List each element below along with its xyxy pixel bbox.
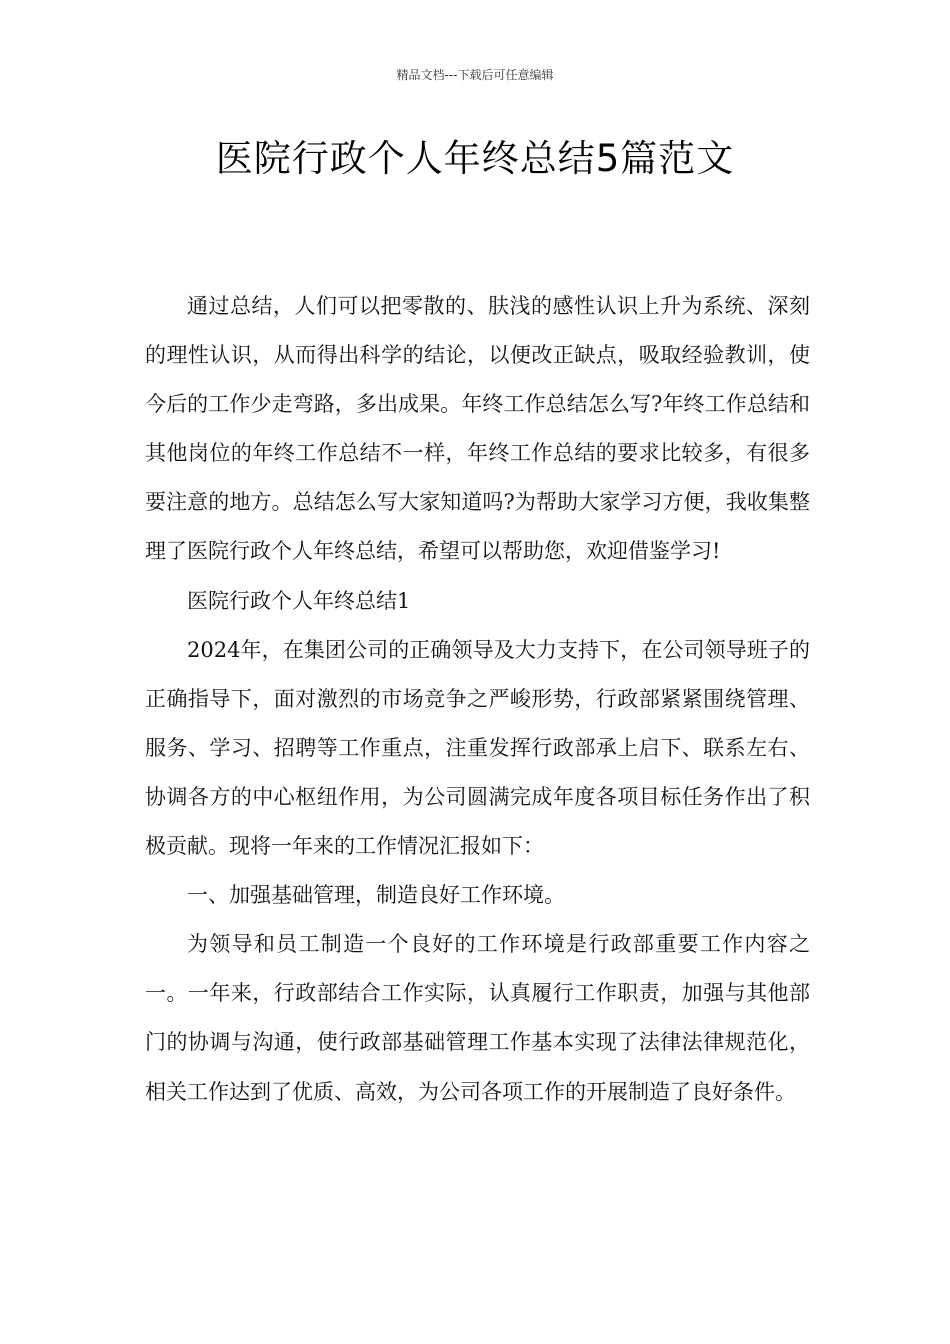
header-note: 精品文档---下载后可任意编辑	[396, 68, 554, 82]
body-paragraph: 为领导和员工制造一个良好的工作环境是行政部重要工作内容之一。一年来，行政部结合工作实际，认真履行工作职责，加强与其他部门的协调与沟通，使行政部基础管理工作基本实现了法律法律规范化，相关工作达到了优质、高效，为公司各项工作的开展制造了良好条件。	[145, 932, 810, 1104]
section-heading: 医院行政个人年终总结1	[187, 588, 411, 613]
document-title: 医院行政个人年终总结5篇范文	[215, 137, 735, 180]
subsection-heading: 一、加强基础管理，制造良好工作环境。	[187, 883, 565, 908]
intro-paragraph: 通过总结，人们可以把零散的、肤浅的感性认识上升为系统、深刻的理性认识，从而得出科学的结论，以便改正缺点，吸取经验教训，使今后的工作少走弯路，多出成果。年终工作总结怎么写?年终工作总结和其他岗位的年终工作总结不一样，年终工作总结的要求比较多，有很多要注意的地方。总结怎么写大家知道吗?为帮助大家学习方便，我收集整理了医院行政个人年终总结，希望可以帮助您，欢迎借鉴学习!	[145, 294, 810, 564]
body-paragraph: 2024年，在集团公司的正确领导及大力支持下，在公司领导班子的正确指导下，面对激烈的市场竞争之严峻形势，行政部紧紧围绕管理、服务、学习、招聘等工作重点，注重发挥行政部承上启下、联系左右、协调各方的中心枢纽作用，为公司圆满完成年度各项目标任务作出了积极贡献。现将一年来的工作情况汇报如下：	[145, 637, 810, 859]
document-body	[145, 282, 810, 1117]
